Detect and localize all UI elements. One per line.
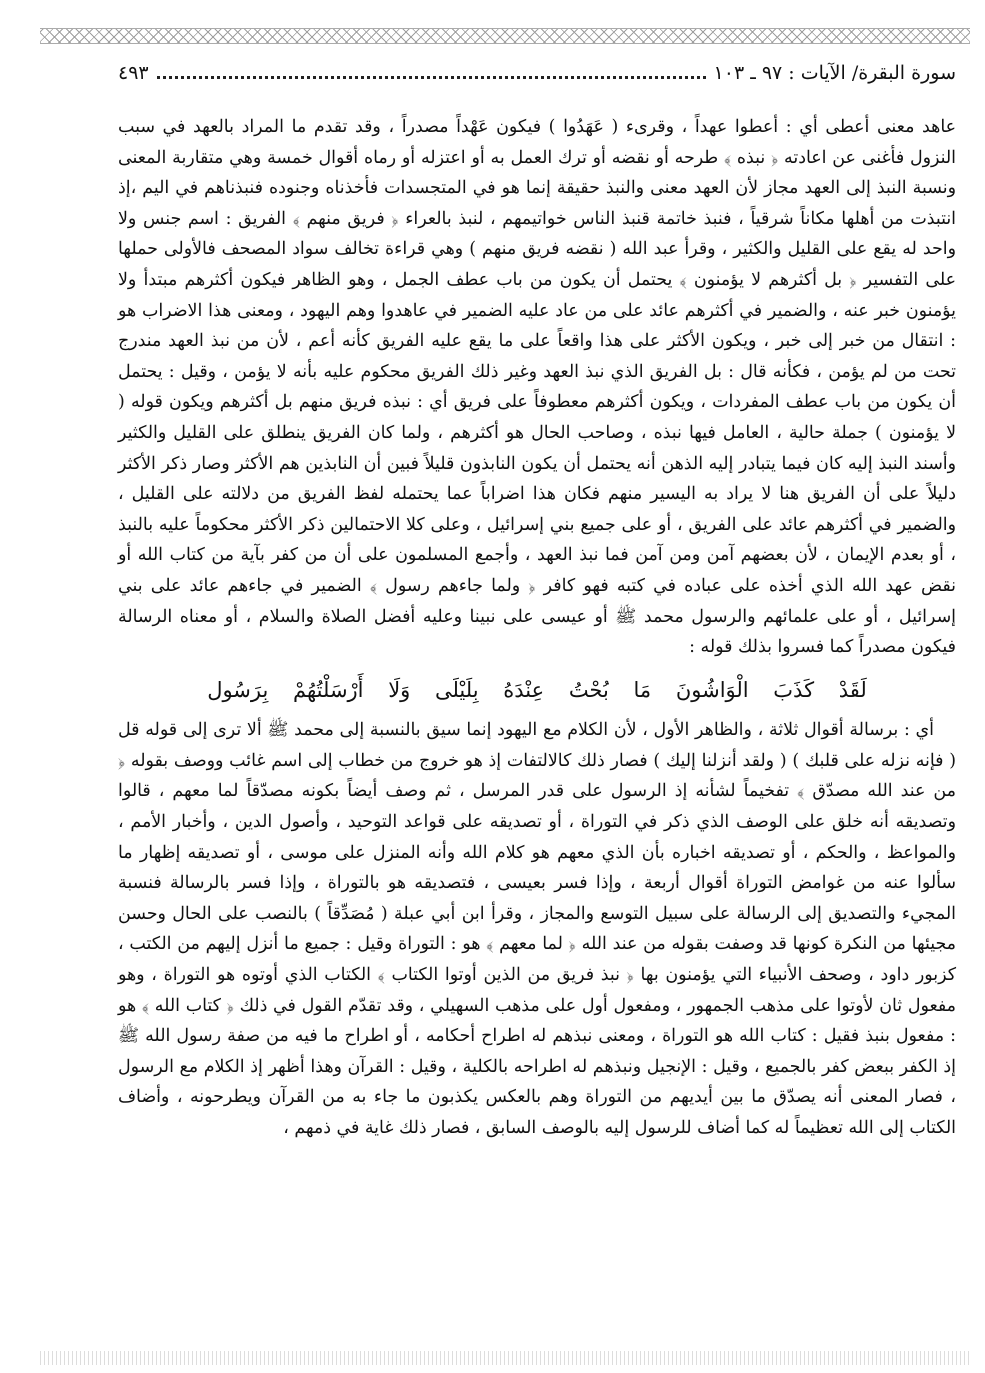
bottom-scan-edge (40, 1351, 970, 1365)
surah-title: سورة البقرة/ الآيات : ٩٧ ـ ١٠٣ (713, 62, 956, 84)
header-dot-leader (157, 76, 706, 79)
page-header (118, 62, 956, 92)
paragraph-2: أي : برسالة أقوال ثلاثة ، والظاهر الأول ، لأن الكلام مع اليهود إنما سيق بالنسبة إلى محمد ﷺ ألا ترى إلى قوله قل ( فإنه نزله على قلبك ) ( ولقد أنزلنا إليك ) فصار ذلك كالالتفات إذ هو خروج من خطاب إلى اسم غائب ووصف بقوله ﴿ من عند الله مصدّق ﴾ تفخيماً لشأنه إذ الرسول على قدر المرسل ، ثم وصف أيضاً بكونه مصدّقاً لما معهم ، قالوا وتصديقه أنه خلق على الوصف الذي ذكر في التوراة ، أو تصديقه على قواعد التوحيد ، وأصول الدين ، وأخبار الأمم ، والمواعظ ، والحكم ، أو تصديقه اخباره بأن الذي معهم هو كلام الله وأنه المنزل على موسى ، أو تصديقه إظهار ما سألوا عنه من غوامض التوراة أقوال أربعة ، وإذا فسر بعيسى ، فتصديقه هو بالتوراة ، وإذا فسر بالرسالة فنسبة المجيء والتصديق إلى الرسالة على سبيل التوسع والمجاز ، وقرأ ابن أبي عبلة ( مُصَدِّقاً ) بالنصب على الحال وحسن مجيئها من النكرة كونها قد وصفت بقوله من عند الله ﴿ لما معهم ﴾ هو : التوراة وقيل : جميع ما أنزل إليهم من الكتب ، كزبور داود ، وصحف الأنبياء التي يؤمنون بها ﴿ نبذ فريق من الذين أوتوا الكتاب ﴾ الكتاب الذي أوتوه هو التوراة ، وهو مفعول ثان لأوتوا على مذهب الجمهور ، ومفعول أول على مذهب السهيلي ، وقد تقدّم القول في ذلك ﴿ كتاب الله ﴾ هو : مفعول بنبذ فقيل : كتاب الله هو التوراة ، ومعنى نبذهم له اطراح أحكامه ، أو اطراح ما فيه من صفة رسول الله ﷺ إذ الكفر ببعض كفر بالجميع ، وقيل : الإنجيل ونبذهم له اطراحه بالكلية ، وقيل : القرآن وهذا أظهر إذ الكلام مع الرسول ، فصار المعنى أنه يصدّق ما بين أيديهم من التوراة وهم بالعكس يكذبون ما جاء به من القرآن ويطرحونه ، وأضاف الكتاب إلى الله تعظيماً له كما أضاف للرسول إليه بالوصف السابق ، فصار ذلك غاية في ذمهم ، (118, 720, 956, 1138)
paragraph-1: عاهد معنى أعطى أي : أعطوا عهداً ، وقرىء ( عَهَدُوا ) فيكون عَهْداً مصدراً ، وقد تقدم ما المراد بالعهد في سبب النزول فأغنى عن اعادته ﴿ نبذه ﴾ طرحه أو نقضه أو ترك العمل به أو اعتزله أو رماه أقوال خمسة وهي متقاربة المعنى ونسبة النبذ إلى العهد مجاز لأن العهد معنى والنبذ حقيقة إنما هو في المتجسدات فأخذناه وجنوده فنبذناهم في اليم ،إذ انتبذت من أهلها مكاناً شرقياً ، فنبذ خاتمة قنبذ الناس خواتيمهم ، لنبذ بالعراء ﴿ فريق منهم ﴾ الفريق : اسم جنس ولا واحد له يقع على القليل والكثير ، وقرأ عبد الله ( نقضه فريق منهم ) وهي قراءة تخالف سواد المصحف فالأولى حملها على التفسير ﴿ بل أكثرهم لا يؤمنون ﴾ يحتمل أن يكون من باب عطف الجمل ، وهو الظاهر فيكون أكثرهم مبتدأ ولا يؤمنون خبر عنه ، والضمير في أكثرهم عائد على من عاد عليه الضمير في عاهدوا وهم اليهود ، ومعنى هذا الاضراب هو : انتقال من خبر إلى خبر ، ويكون الأكثر على هذا واقعاً على ما يقع عليه الفريق كأنه أعم ، لأن من نبذ العهد مندرج تحت من لم يؤمن ، فكأنه قال : بل الفريق الذي نبذ العهد وغير ذلك الفريق محكوم عليه بأنه لا يؤمن ، وقيل : يحتمل أن يكون من باب عطف المفردات ، ويكون أكثرهم معطوفاً على فريق أي : نبذه فريق منهم بل أكثرهم ويكون قوله ( لا يؤمنون ) جملة حالية ، العامل فيها نبذه ، وصاحب الحال هو أكثرهم ، ولما كان الفريق ينطلق على القليل والكثير وأسند النبذ إليه كان فيما يتبادر إليه الذهن أنه يحتمل أن يكون النابذون قليلاً فبين أن النابذين هم الأكثر وصار ذكر الأكثر دليلاً على أن الفريق هنا لا يراد به اليسير منهم فكان هذا اضراباً عما يحتمله لفظ الفريق من دلالته على القليل ، والضمير في أكثرهم عائد على الفريق ، أو على جميع بني إسرائيل ، وعلى كلا الاحتمالين ذكر الأكثر محكوماً عليه بالنبذ ، أو بعدم الإيمان ، لأن بعضهم آمن ومن آمن فما نبذ العهد ، وأجمع المسلمون على أن من كفر بآية من كتاب الله أو نقض عهد الله الذي أخذه على عباده في كتبه فهو كافر ﴿ ولما جاءهم رسول ﴾ الضمير في جاءهم عائد على بني إسرائيل ، أو على علمائهم والرسول محمد ﷺ أو عيسى على نبينا وعليه أفضل الصلاة والسلام ، أو معناه الرسالة فيكون مصدراً كما فسروا بذلك قوله : (118, 117, 956, 658)
page-number: ٤٩٣ (118, 62, 149, 84)
tafsir-text (118, 112, 956, 1144)
poetry-verse: لَقَدْ كَذَبَ الْوَاشُونَ مَا بُحْتُ عِنْدَهُ بِلَيْلَى وَلَا أَرْسَلْتُهُمْ بِرَسُول (207, 677, 867, 702)
top-ornament-border (40, 28, 970, 44)
